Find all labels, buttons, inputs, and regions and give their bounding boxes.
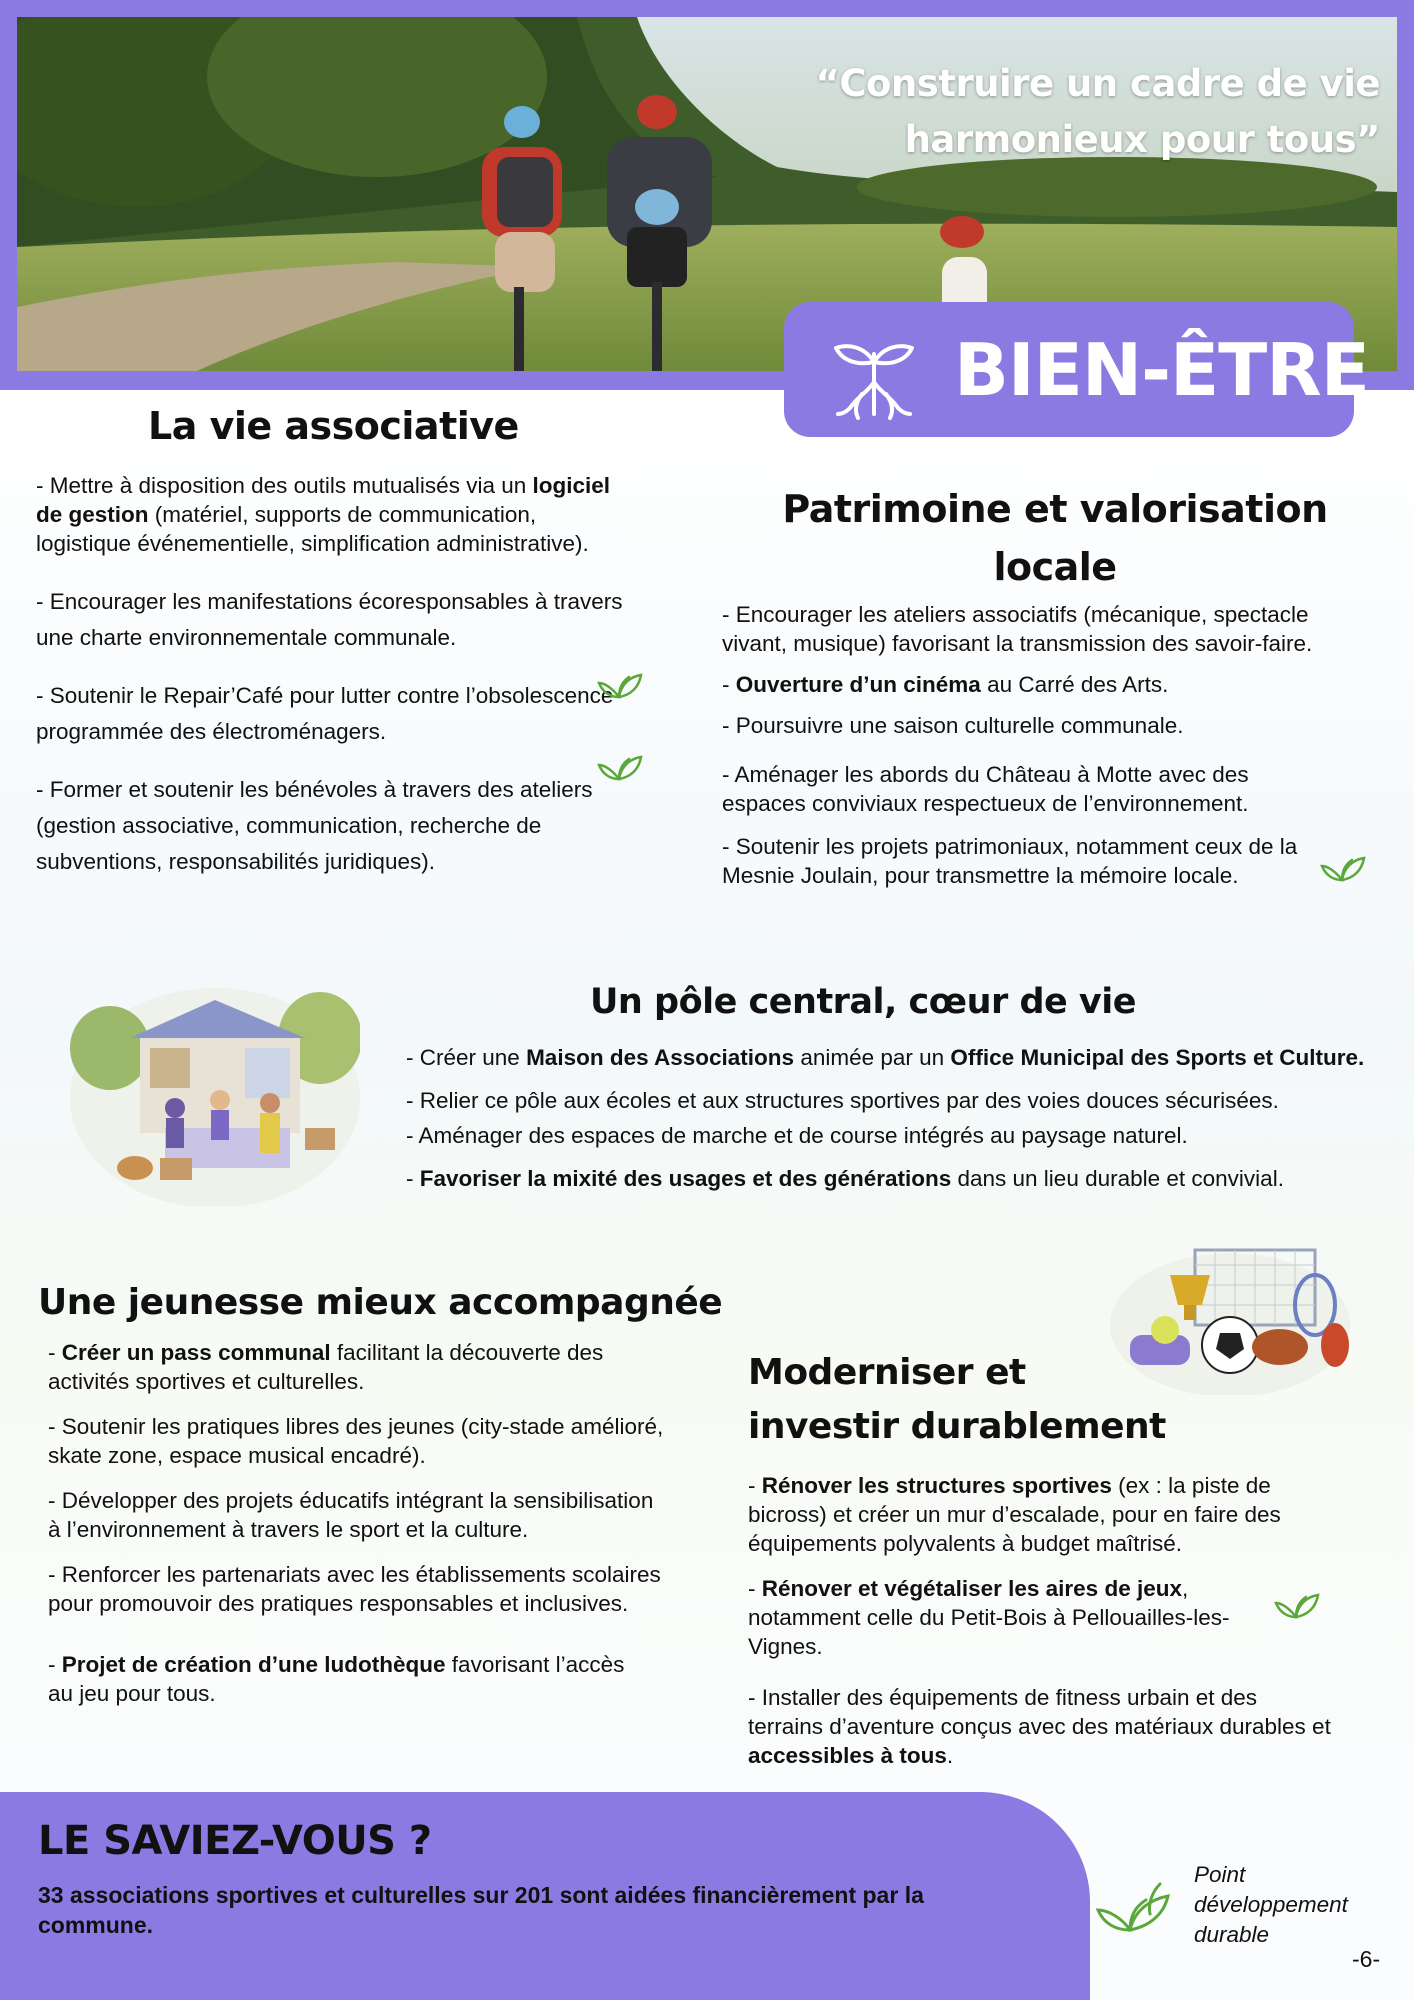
badge-title: BIEN-ÊTRE	[954, 328, 1369, 412]
vie-associative-title: La vie associative	[148, 404, 519, 448]
patrimoine-title: Patrimoine et valorisation locale	[782, 487, 1328, 589]
patrimoine-item: - Ouverture d’un cinéma au Carré des Arts.	[722, 672, 1169, 697]
did-you-know-box	[0, 1792, 1090, 2000]
pole-central-item: - Favoriser la mixité des usages et des générations dans un lieu durable et convivial.	[406, 1166, 1284, 1191]
patrimoine-item: - Soutenir les projets patrimoniaux, notamment ceux de la Mesnie Joulain, pour transmettre la mémoire locale.	[722, 834, 1298, 888]
jeunesse-item: - Créer un pass communal facilitant la découverte des activités sportives et culturelles.	[48, 1340, 604, 1394]
sustainability-leaf-icon	[597, 737, 645, 785]
jeunesse-item: - Projet de création d’une ludothèque favorisant l’accès au jeu pour tous.	[48, 1652, 625, 1706]
moderniser-title	[748, 1346, 1166, 1454]
patrimoine-item: - Encourager les ateliers associatifs (mécanique, spectacle vivant, musique) favorisant la transmission des savoir-faire.	[722, 602, 1313, 656]
vie-associative-item: - Mettre à disposition des outils mutualisés via un logiciel de gestion (matériel, supports de communication, logistique événementielle, simplification administrative).	[36, 473, 611, 556]
pole-central-item: - Aménager des espaces de marche et de course intégrés au paysage naturel.	[406, 1123, 1188, 1148]
pole-central-title: Un pôle central, cœur de vie	[590, 982, 1136, 1022]
did-you-know-title: LE SAVIEZ-VOUS ?	[38, 1818, 432, 1864]
legend-label: Point développement durable	[1194, 1862, 1348, 1947]
section-badge	[784, 302, 1369, 437]
moderniser-title-line1: Moderniser et	[748, 1352, 1026, 1393]
illustration-association-stand	[70, 978, 360, 1206]
jeunesse-block	[48, 1338, 688, 1730]
sustainability-leaf-icon	[1274, 1575, 1322, 1623]
pole-central-item: - Créer une Maison des Associations animée par un Office Municipal des Sports et Culture.	[406, 1045, 1365, 1070]
jeunesse-title: Une jeunesse mieux accompagnée	[38, 1282, 723, 1323]
jeunesse-item: - Renforcer les partenariats avec les établissements scolaires pour promouvoir des pratiques responsables et inclusives.	[48, 1562, 661, 1616]
plant-roots-icon	[824, 324, 924, 424]
moderniser-block	[748, 1471, 1348, 1792]
pole-central-item: - Relier ce pôle aux écoles et aux structures sportives par des voies douces sécurisées.	[406, 1088, 1279, 1113]
vie-associative-item: - Encourager les manifestations écoresponsables à travers une charte environnementale communale.	[36, 589, 623, 650]
moderniser-item: - Rénover les structures sportives (ex : la piste de bicross) et créer un mur d’escalade, pour en faire des équipements polyvalents à budget maîtrisé.	[748, 1473, 1281, 1556]
patrimoine-block	[722, 600, 1362, 912]
page-number: -6-	[1352, 1946, 1381, 1972]
patrimoine-item: - Poursuivre une saison culturelle communale.	[722, 713, 1184, 738]
vie-associative-block	[36, 471, 626, 902]
vie-associative-item: - Former et soutenir les bénévoles à travers des ateliers (gestion associative, communication, recherche de subventions, responsabilités juridiques).	[36, 777, 593, 874]
pole-central-block	[406, 1043, 1381, 1215]
jeunesse-item: - Développer des projets éducatifs intégrant la sensibilisation à l’environnement à travers le sport et la culture.	[48, 1488, 654, 1542]
header-quote: “Construire un cadre de vie harmonieux pour tous”	[815, 62, 1380, 161]
vie-associative-item: - Soutenir le Repair’Café pour lutter contre l’obsolescence programmée des électroménagers.	[36, 683, 614, 744]
patrimoine-item: - Aménager les abords du Château à Motte avec des espaces conviviaux respectueux de l’environnement.	[722, 762, 1249, 816]
jeunesse-item: - Soutenir les pratiques libres des jeunes (city-stade amélioré, skate zone, espace musical encadré).	[48, 1414, 664, 1468]
sustainability-leaf-icon	[1320, 838, 1368, 886]
sustainability-leaf-icon	[1094, 1874, 1174, 1934]
did-you-know-text: 33 associations sportives et culturelles sur 201 sont aidées financièrement par la commune.	[38, 1882, 924, 1938]
moderniser-item: - Installer des équipements de fitness urbain et des terrains d’aventure conçus avec des matériaux durables et accessibles à tous.	[748, 1685, 1331, 1768]
moderniser-title-line2: investir durablement	[748, 1406, 1166, 1447]
sustainability-leaf-icon	[597, 655, 645, 703]
moderniser-item: - Rénover et végétaliser les aires de jeux, notamment celle du Petit-Bois à Pellouailles-les-Vignes.	[748, 1576, 1230, 1659]
